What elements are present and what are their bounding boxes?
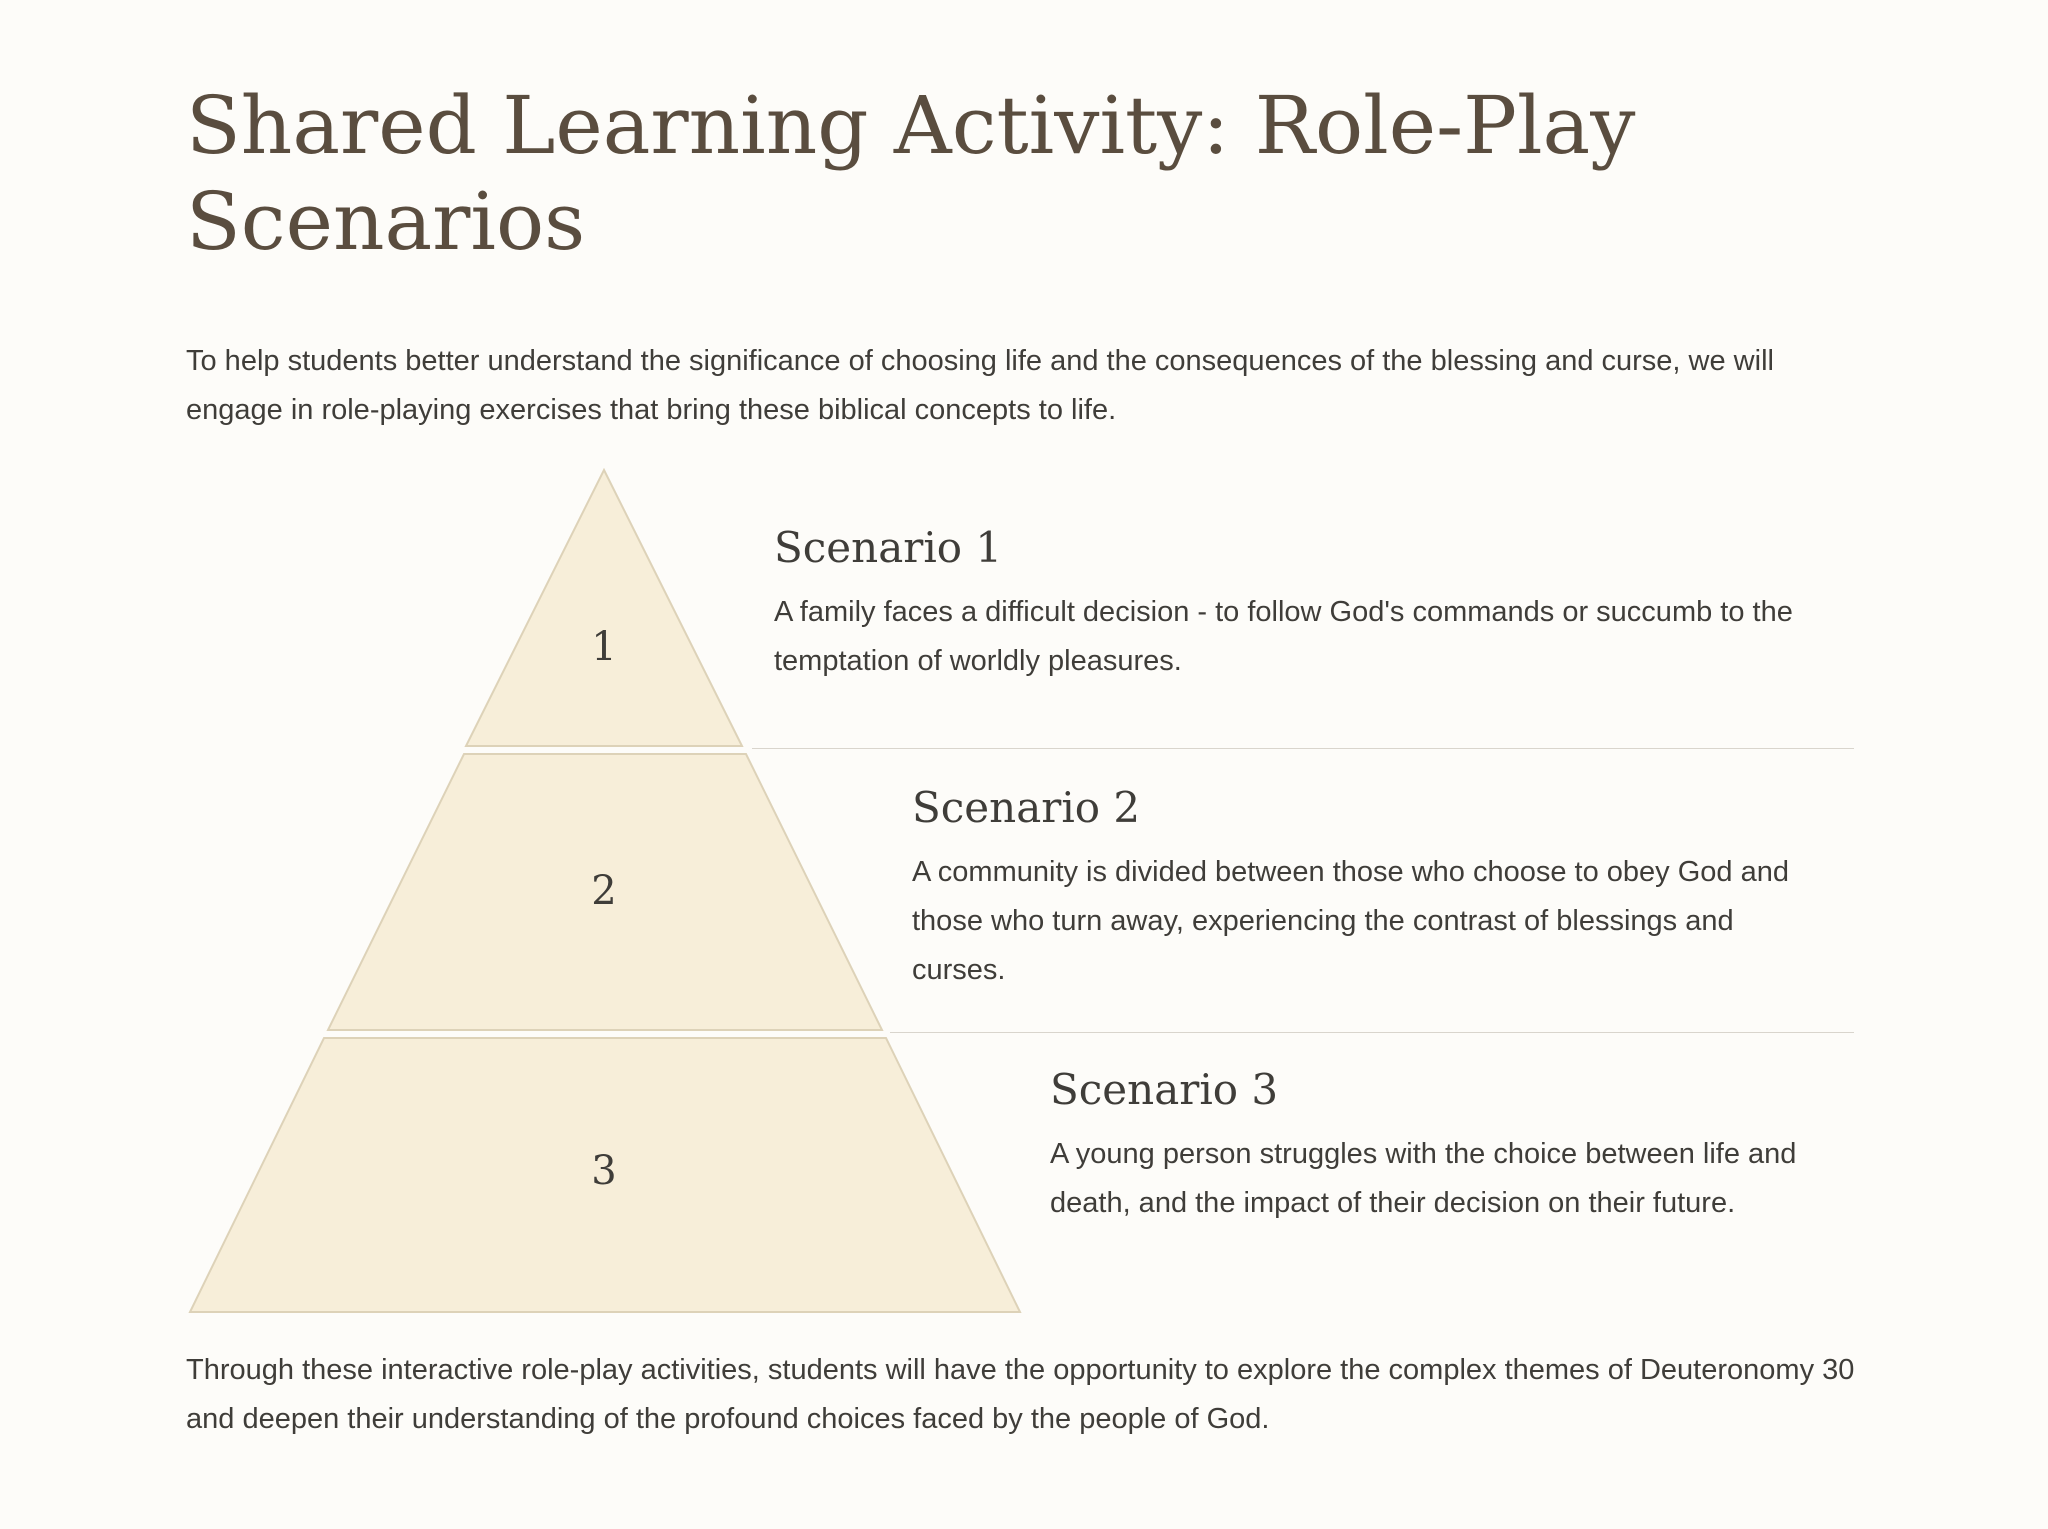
scenario-2 [912, 780, 1812, 995]
scenario-3-description: A young person struggles with the choice between life and death, and the impact of their decision on their future. [1050, 1138, 1797, 1219]
scenario-1-description: A family faces a difficult decision - to follow God's commands or succumb to the temptation of worldly pleasures. [774, 596, 1793, 677]
scenario-1 [774, 520, 1874, 686]
page-title: Shared Learning Activity: Role-Play Scenarios [186, 79, 1636, 268]
pyramid-tier-1 [466, 470, 742, 746]
scenario-2-description: A community is divided between those who choose to obey God and those who turn away, experiencing the contrast of blessings and curses. [912, 856, 1789, 986]
tier-number-1: 1 [591, 624, 617, 670]
tier-number-3: 3 [591, 1148, 617, 1194]
divider-2 [890, 1032, 1854, 1033]
intro-paragraph: To help students better understand the significance of choosing life and the consequences of the blessing and curse, we will engage in role-playing exercises that bring these biblical concepts to life. [186, 345, 1774, 426]
scenario-3-title: Scenario 3 [1050, 1065, 1279, 1114]
scenario-1-title: Scenario 1 [774, 523, 1003, 572]
tier-number-2: 2 [591, 868, 617, 914]
scenario-2-title: Scenario 2 [912, 783, 1141, 832]
divider-1 [752, 748, 1854, 749]
closing-paragraph: Through these interactive role-play activities, students will have the opportunity to explore the complex themes of Deuteronomy 30 and deepen their understanding of the profound choices faced by the people of God. [186, 1354, 1855, 1435]
scenario-3 [1050, 1062, 1850, 1228]
